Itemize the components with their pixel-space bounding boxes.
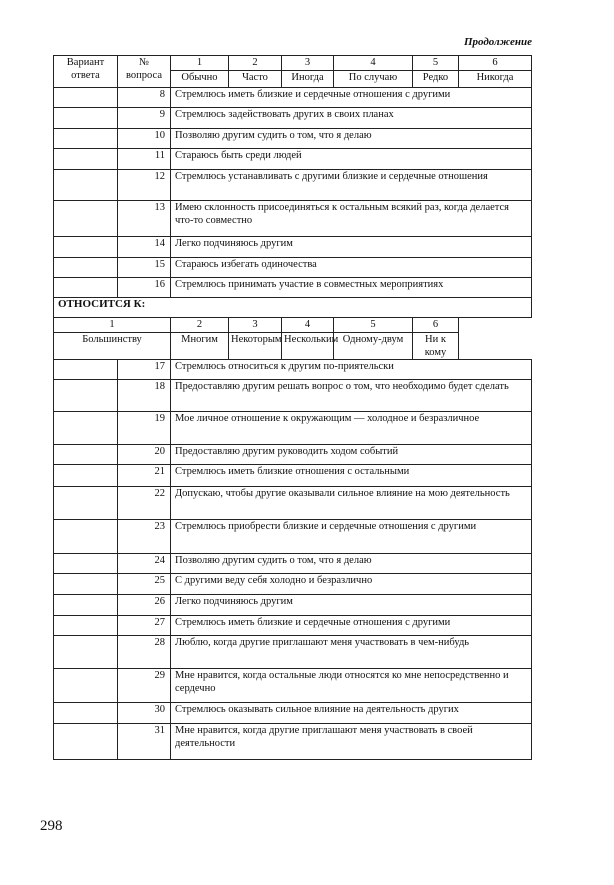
page-number: 298 bbox=[40, 818, 63, 834]
section-title: ОТНОСИТСЯ К: bbox=[54, 298, 532, 318]
scale-label: Одному-двум bbox=[334, 333, 413, 360]
question-row bbox=[54, 149, 532, 170]
answer-cell[interactable] bbox=[54, 520, 118, 554]
question-row bbox=[54, 445, 532, 465]
answer-cell[interactable] bbox=[54, 258, 118, 278]
scale-label: Иногда bbox=[282, 71, 334, 88]
question-number: 23 bbox=[118, 520, 171, 554]
question-text: Допускаю, чтобы другие оказывали сильное влияние на мою деятельность bbox=[171, 487, 532, 520]
question-number: 25 bbox=[118, 574, 171, 595]
question-row bbox=[54, 703, 532, 724]
answer-cell[interactable] bbox=[54, 278, 118, 298]
answer-cell[interactable] bbox=[54, 201, 118, 237]
question-row bbox=[54, 360, 532, 380]
question-text: Позволяю другим судить о том, что я делаю bbox=[171, 129, 532, 149]
answer-cell[interactable] bbox=[54, 170, 118, 201]
answer-cell[interactable] bbox=[54, 129, 118, 149]
question-text: Легко подчиняюсь другим bbox=[171, 237, 532, 258]
question-row bbox=[54, 465, 532, 487]
answer-cell[interactable] bbox=[54, 445, 118, 465]
scale-label: Редко bbox=[413, 71, 459, 88]
answer-cell[interactable] bbox=[54, 574, 118, 595]
question-text: С другими веду себя холодно и безразлично bbox=[171, 574, 532, 595]
answer-cell[interactable] bbox=[54, 703, 118, 724]
answer-cell[interactable] bbox=[54, 88, 118, 108]
scale-label: Некоторым bbox=[229, 333, 282, 360]
question-number: 24 bbox=[118, 554, 171, 574]
question-text: Предоставляю другим решать вопрос о том, что необходимо будет сделать bbox=[171, 380, 532, 412]
question-text: Стремлюсь задействовать других в своих планах bbox=[171, 108, 532, 129]
question-row bbox=[54, 258, 532, 278]
question-row bbox=[54, 724, 532, 760]
question-number: 29 bbox=[118, 669, 171, 703]
question-text: Мне нравится, когда остальные люди относятся ко мне непосредственно и сердечно bbox=[171, 669, 532, 703]
question-number: 28 bbox=[118, 636, 171, 669]
question-number: 27 bbox=[118, 616, 171, 636]
question-number: 18 bbox=[118, 380, 171, 412]
scale-number: 1 bbox=[171, 56, 229, 71]
answer-cell[interactable] bbox=[54, 487, 118, 520]
scale-number: 6 bbox=[459, 56, 532, 71]
question-row bbox=[54, 669, 532, 703]
answer-cell[interactable] bbox=[54, 412, 118, 445]
question-row bbox=[54, 108, 532, 129]
question-number: 14 bbox=[118, 237, 171, 258]
question-row bbox=[54, 616, 532, 636]
scale-number: 4 bbox=[282, 318, 334, 333]
scale-label: Обычно bbox=[171, 71, 229, 88]
question-number: 15 bbox=[118, 258, 171, 278]
scale-number: 2 bbox=[229, 56, 282, 71]
scale-label: Никогда bbox=[459, 71, 532, 88]
question-text: Люблю, когда другие приглашают меня участвовать в чем-нибудь bbox=[171, 636, 532, 669]
question-number: 8 bbox=[118, 88, 171, 108]
question-text: Позволяю другим судить о том, что я делаю bbox=[171, 554, 532, 574]
question-number: 16 bbox=[118, 278, 171, 298]
question-text: Легко подчиняюсь другим bbox=[171, 595, 532, 616]
question-number: 12 bbox=[118, 170, 171, 201]
question-text: Стараюсь быть среди людей bbox=[171, 149, 532, 170]
question-text: Мое личное отношение к окружающим — холодное и безразличное bbox=[171, 412, 532, 445]
question-row bbox=[54, 237, 532, 258]
question-text: Стараюсь избегать одиночества bbox=[171, 258, 532, 278]
scale-number: 4 bbox=[334, 56, 413, 71]
question-row bbox=[54, 278, 532, 298]
question-row bbox=[54, 170, 532, 201]
question-row bbox=[54, 554, 532, 574]
question-text: Стремлюсь устанавливать с другими близкие и сердечные отношения bbox=[171, 170, 532, 201]
question-number: 21 bbox=[118, 465, 171, 487]
scale-number: 3 bbox=[282, 56, 334, 71]
question-number: 10 bbox=[118, 129, 171, 149]
answer-cell[interactable] bbox=[54, 616, 118, 636]
question-text: Стремлюсь иметь близкие отношения с остальными bbox=[171, 465, 532, 487]
answer-cell[interactable] bbox=[54, 595, 118, 616]
question-row bbox=[54, 412, 532, 445]
scale-number: 5 bbox=[413, 56, 459, 71]
question-text: Стремлюсь относиться к другим по-приятельски bbox=[171, 360, 532, 380]
question-text: Стремлюсь иметь близкие и сердечные отношения с другими bbox=[171, 616, 532, 636]
number-header: № вопроса bbox=[118, 56, 171, 88]
scale-number: 6 bbox=[413, 318, 459, 333]
variant-header: Вариант ответа bbox=[54, 56, 118, 88]
question-row bbox=[54, 574, 532, 595]
scale-label: Большинству bbox=[54, 333, 171, 360]
question-number: 17 bbox=[118, 360, 171, 380]
question-number: 19 bbox=[118, 412, 171, 445]
answer-cell[interactable] bbox=[54, 669, 118, 703]
question-number: 31 bbox=[118, 724, 171, 760]
scale-label: По случаю bbox=[334, 71, 413, 88]
scale-number: 2 bbox=[171, 318, 229, 333]
question-number: 9 bbox=[118, 108, 171, 129]
scale-number: 3 bbox=[229, 318, 282, 333]
answer-cell[interactable] bbox=[54, 108, 118, 129]
questionnaire-table bbox=[53, 55, 532, 760]
scale-label: Ни к кому bbox=[413, 333, 459, 360]
continuation-label: Продолжение bbox=[463, 36, 532, 48]
answer-cell[interactable] bbox=[54, 636, 118, 669]
question-number: 20 bbox=[118, 445, 171, 465]
question-row bbox=[54, 380, 532, 412]
answer-cell[interactable] bbox=[54, 724, 118, 760]
question-text: Мне нравится, когда другие приглашают меня участвовать в своей деятельности bbox=[171, 724, 532, 760]
question-number: 13 bbox=[118, 201, 171, 237]
scale-label: Нескольким bbox=[282, 333, 334, 360]
question-row bbox=[54, 520, 532, 554]
question-number: 11 bbox=[118, 149, 171, 170]
scale-label: Часто bbox=[229, 71, 282, 88]
answer-cell[interactable] bbox=[54, 465, 118, 487]
question-row bbox=[54, 129, 532, 149]
scale-number: 1 bbox=[54, 318, 171, 333]
answer-cell[interactable] bbox=[54, 380, 118, 412]
scale-label: Многим bbox=[171, 333, 229, 360]
question-text: Имею склонность присоединяться к остальным всякий раз, когда делается что-то совместно bbox=[171, 201, 532, 237]
question-row bbox=[54, 636, 532, 669]
question-text: Стремлюсь иметь близкие и сердечные отношения с другими bbox=[171, 88, 532, 108]
question-row bbox=[54, 595, 532, 616]
question-number: 22 bbox=[118, 487, 171, 520]
answer-cell[interactable] bbox=[54, 149, 118, 170]
question-row bbox=[54, 88, 532, 108]
question-text: Предоставляю другим руководить ходом событий bbox=[171, 445, 532, 465]
question-row bbox=[54, 487, 532, 520]
question-text: Стремлюсь принимать участие в совместных мероприятиях bbox=[171, 278, 532, 298]
answer-cell[interactable] bbox=[54, 360, 118, 380]
question-number: 26 bbox=[118, 595, 171, 616]
scale-number: 5 bbox=[334, 318, 413, 333]
question-number: 30 bbox=[118, 703, 171, 724]
answer-cell[interactable] bbox=[54, 554, 118, 574]
question-text: Стремлюсь приобрести близкие и сердечные отношения с другими bbox=[171, 520, 532, 554]
question-text: Стремлюсь оказывать сильное влияние на деятельность других bbox=[171, 703, 532, 724]
answer-cell[interactable] bbox=[54, 237, 118, 258]
question-row bbox=[54, 201, 532, 237]
